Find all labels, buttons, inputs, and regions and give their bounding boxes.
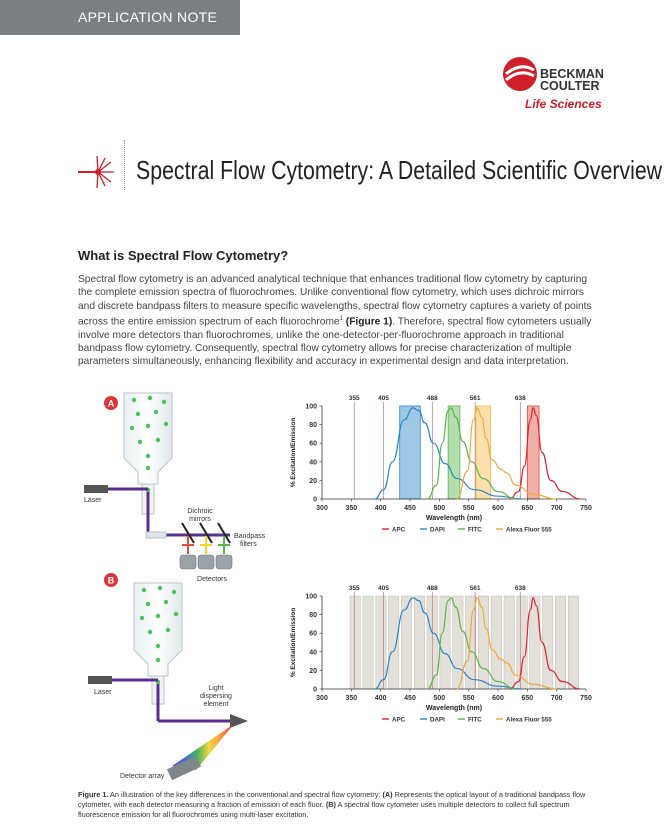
x-tick-label: 450 [404, 695, 416, 702]
element-label-2: dispersing [200, 693, 232, 700]
section-heading: What is Spectral Flow Cytometry? [78, 248, 289, 263]
intro-ref: 1 [339, 315, 343, 322]
intro-part1: Spectral flow cytometry is an advanced analytical technique that enhances traditional flow cytometry by capturing the complete emission spectra of fluorochromes. Unlike conventional flow cytometry, which uses dichroic mirrors and discrete bandpass filters to measure specific wavelengths, spectral flow cytometry captures a variety of points across the entire emission spectrum of each fluorochrome [78, 274, 592, 328]
legend-label: Alexa Fluor 555 [506, 526, 552, 534]
x-tick-label: 650 [521, 505, 534, 512]
mirrors-label-1: Dichroic [187, 508, 213, 515]
laser-line-label: 355 [348, 395, 360, 402]
x-tick-label: 350 [345, 695, 358, 702]
laser-a [84, 485, 108, 493]
title-divider [124, 140, 125, 190]
legend-label: FITC [468, 716, 482, 724]
x-tick-label: 500 [433, 505, 446, 512]
detector-channel [555, 596, 565, 689]
logo-line1: BECKMAN [540, 67, 604, 81]
legend-label: DAPI [430, 716, 445, 724]
x-tick-label: 750 [580, 505, 592, 512]
y-tick-label: 20 [309, 477, 317, 485]
detector-channel [440, 596, 450, 689]
laser-line-label: 405 [378, 395, 390, 402]
detector-channel [478, 596, 488, 689]
page-title: Spectral Flow Cytometry: A Detailed Scientific Overview [136, 155, 663, 185]
x-tick-label: 600 [492, 695, 504, 702]
caption-text1: An illustration of the key differences in the conventional and spectral flow cytometry: [108, 790, 383, 799]
y-tick-label: 0 [313, 496, 317, 504]
y-tick-label: 40 [309, 459, 317, 467]
y-tick-label: 80 [309, 612, 317, 620]
x-tick-label: 450 [404, 505, 416, 512]
caption-a: (A) [382, 790, 393, 799]
y-tick-label: 40 [309, 649, 317, 657]
x-tick-label: 700 [550, 505, 563, 512]
element-label-3: element [203, 701, 229, 708]
laser-a-label: Laser [84, 497, 102, 504]
detector-channel [543, 596, 553, 689]
bandpass-filter-2 [200, 544, 212, 546]
legend-label: APC [392, 526, 406, 534]
x-tick-label: 750 [580, 695, 592, 702]
laser-line-label: 355 [348, 585, 360, 592]
bandpass-filter-band [476, 406, 491, 499]
laser-b-label: Laser [94, 689, 112, 696]
legend-label: DAPI [430, 526, 445, 534]
detector-array-label: Detector array [120, 773, 165, 780]
y-tick-label: 60 [309, 440, 317, 448]
series-line-fitc [428, 408, 516, 499]
sample-tube-a [124, 393, 172, 484]
chart-b [290, 585, 592, 724]
badge-a-label: A [107, 398, 115, 409]
intro-fig-ref: (Figure 1) [345, 316, 393, 328]
legend-label: Alexa Fluor 555 [506, 716, 552, 724]
caption-label: Figure 1. [78, 790, 109, 799]
laser-line-label: 561 [469, 395, 481, 402]
x-axis-label: Wavelength (nm) [425, 705, 483, 712]
caption-text2: Represents the optical layout of a traditional bandpass flow cytometer, with each detector measuring a fraction of emission of each fluor. [78, 790, 586, 809]
prism [230, 714, 248, 728]
caption-b: (B) [325, 800, 336, 809]
mirrors-label-2: mirrors [189, 516, 211, 523]
laser-line-label: 638 [514, 395, 526, 402]
series-line-alexa-fluor-555 [457, 408, 557, 499]
x-tick-label: 400 [374, 505, 387, 512]
bandpass-filter-band [448, 406, 460, 499]
beckman-logo-icon [500, 54, 540, 94]
x-tick-label: 700 [550, 695, 563, 702]
laser-b [88, 676, 112, 684]
detector-channel [568, 596, 578, 689]
laser-line-label: 488 [426, 395, 438, 402]
application-note-tab: APPLICATION NOTE [0, 0, 240, 35]
laser-line-label: 638 [514, 585, 526, 592]
chart-a [290, 395, 592, 534]
detectors-label: Detectors [197, 576, 227, 583]
x-tick-label: 650 [521, 695, 534, 702]
figure-1 [72, 388, 602, 783]
diagram-b [88, 573, 248, 780]
laser-burst-icon [78, 152, 118, 192]
x-tick-label: 350 [345, 505, 358, 512]
intro-part2: . Therefore, spectral flow cytometers usually involve more detectors than fluorochromes, unlike the one-detector-per-fluorochrome approach in traditional bandpass flow cytometry. Consequently, spectral flow cytometry allows for precise characterization of multiple parameters simultaneously, enhancing flexibility and accuracy in experimental design and data interpretation. [78, 316, 592, 368]
y-tick-label: 100 [305, 593, 317, 601]
y-axis-label: % Excitation/Emission [290, 607, 297, 678]
detector-channel [504, 596, 514, 689]
caption-text3: A spectral flow cytometer uses multiple detectors to collect full spectrum fluorescence emission for all fluorochromes using multi-laser excitation. [78, 800, 570, 819]
x-tick-label: 550 [462, 695, 475, 702]
x-tick-label: 400 [374, 695, 387, 702]
x-axis-label: Wavelength (nm) [425, 515, 483, 522]
legend-label: FITC [468, 526, 482, 534]
figure-caption [78, 790, 608, 820]
logo-line3: Life Sciences [525, 97, 602, 111]
element-label-1: Light [208, 685, 224, 692]
bandpass-filter-3 [218, 544, 230, 546]
detectors-a [180, 555, 232, 569]
bandpass-filter-1 [182, 544, 194, 546]
laser-line-label: 561 [469, 585, 481, 592]
beckman-coulter-logo [500, 52, 620, 116]
y-tick-label: 100 [305, 403, 317, 411]
y-tick-label: 60 [309, 630, 317, 638]
detector-channel [530, 596, 540, 689]
y-axis-label: % Excitation/Emission [290, 417, 297, 488]
y-tick-label: 20 [309, 667, 317, 675]
detector-channel [389, 596, 399, 689]
filters-label-2: filters [240, 541, 257, 548]
badge-b-label: B [107, 575, 115, 586]
x-tick-label: 300 [316, 695, 328, 702]
x-tick-label: 300 [316, 505, 328, 512]
laser-line-label: 488 [426, 585, 438, 592]
detector-channel [363, 596, 373, 689]
filters-label-1: Bandpass [234, 533, 266, 540]
detector-channel [376, 596, 386, 689]
x-tick-label: 600 [492, 505, 504, 512]
x-tick-label: 500 [433, 695, 446, 702]
intro-paragraph [78, 273, 598, 368]
detector-channel [350, 596, 360, 689]
logo-line2: COULTER [540, 79, 600, 93]
y-tick-label: 0 [313, 686, 317, 694]
laser-line-label: 405 [378, 585, 390, 592]
legend-label: APC [392, 716, 406, 724]
y-tick-label: 80 [309, 422, 317, 430]
detector-channel [491, 596, 501, 689]
diagram-a [84, 393, 266, 583]
x-tick-label: 550 [462, 505, 475, 512]
